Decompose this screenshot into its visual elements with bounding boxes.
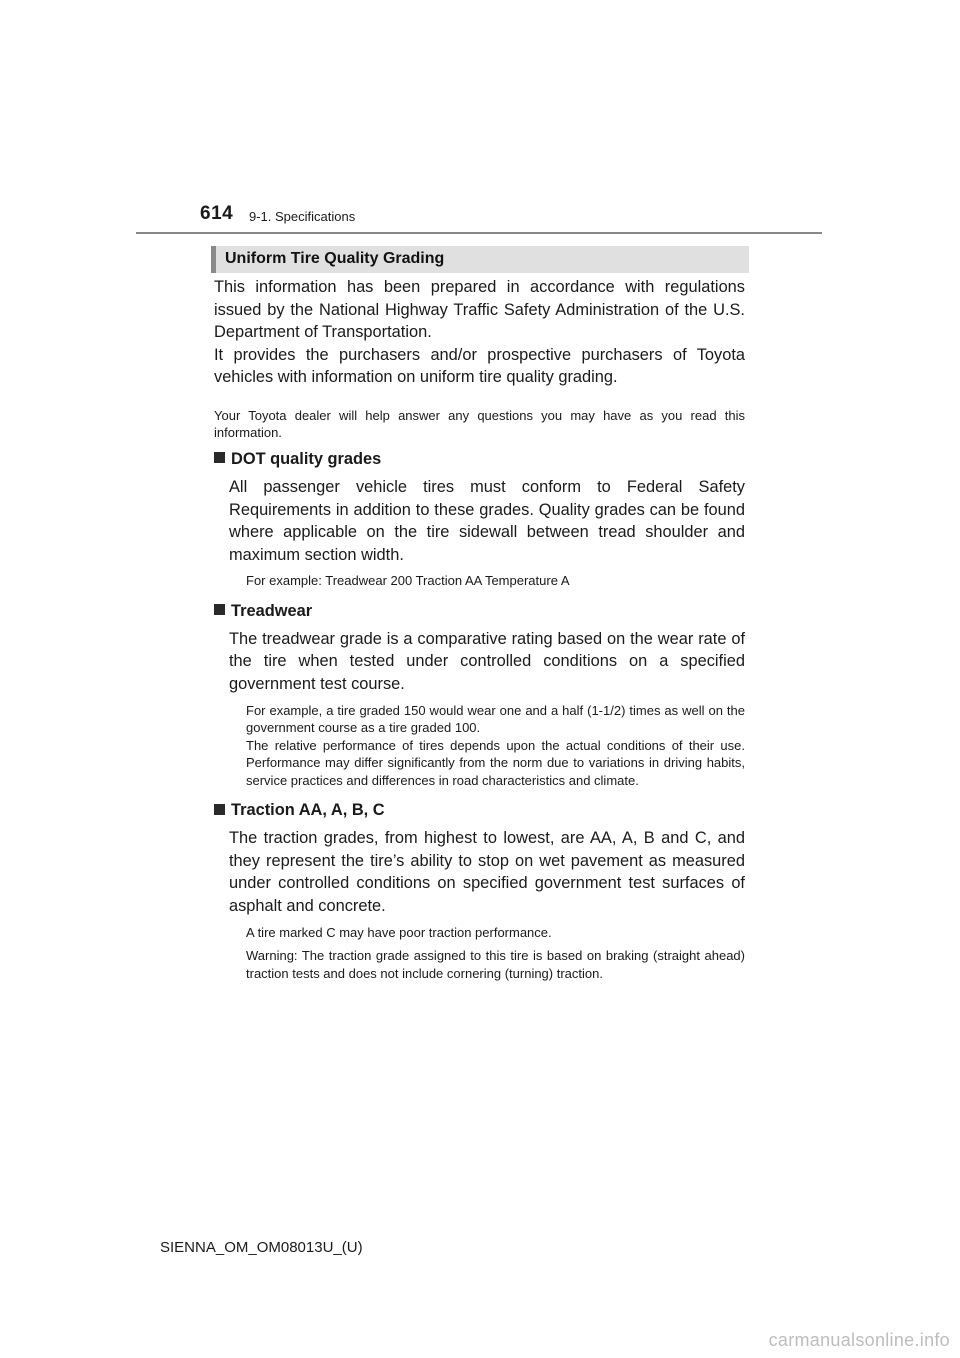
dot-body: All passenger vehicle tires must conform to Federal Safety Requirements in addition to these grades. Quality grades can be found where applicable on the tire sidewall between tread shoulder and maximum section width. xyxy=(229,477,745,564)
page-number: 614 xyxy=(200,203,234,224)
square-bullet-icon xyxy=(214,804,225,815)
traction-body: The traction grades, from highest to lowest, are AA, A, B and C, and they represent the tire’s ability to stop on wet pavement as measured under controlled conditions on specified government test surfaces of asphalt and concrete. xyxy=(229,829,745,915)
square-bullet-icon xyxy=(214,452,225,463)
document-code: SIENNA_OM_OM08013U_(U) xyxy=(160,1239,363,1256)
main-content xyxy=(214,276,745,982)
traction-heading xyxy=(214,799,745,821)
treadwear-heading xyxy=(214,600,745,622)
traction-heading-text: Traction AA, A, B, C xyxy=(231,801,385,820)
square-bullet-icon xyxy=(214,604,225,615)
intro-note: Your Toyota dealer will help answer any questions you may have as you read this information. xyxy=(214,407,745,441)
section-reference: 9-1. Specifications xyxy=(249,209,356,224)
dot-section xyxy=(214,448,745,590)
treadwear-section xyxy=(214,600,745,789)
treadwear-note-1: For example, a tire graded 150 would wear one and a half (1-1/2) times as well on the government course as a tire graded 100. xyxy=(246,702,745,736)
dot-note: For example: Treadwear 200 Traction AA Temperature A xyxy=(246,573,570,589)
treadwear-heading-text: Treadwear xyxy=(231,601,313,620)
traction-note-2: Warning: The traction grade assigned to this tire is based on braking (straight ahead) traction tests and does not include cornering (turning) traction. xyxy=(246,948,745,981)
dot-heading-text: DOT quality grades xyxy=(231,449,382,468)
treadwear-note-2: The relative performance of tires depends upon the actual conditions of their use. Performance may differ significantly from the norm due to variations in driving habits, service practices and differences in road characteristics and climate. xyxy=(246,737,745,788)
header-rule xyxy=(136,232,822,234)
intro-paragraph-2: It provides the purchasers and/or prospective purchasers of Toyota vehicles with information on uniform tire quality grading. xyxy=(214,345,745,387)
section-heading xyxy=(211,246,749,273)
dot-heading xyxy=(214,448,745,470)
watermark: carmanualsonline.info xyxy=(768,1330,950,1350)
intro-paragraph-1: This information has been prepared in accordance with regulations issued by the National Highway Traffic Safety Administration of the U.S. Department of Transportation. xyxy=(214,278,745,342)
traction-note-1: A tire marked C may have poor traction performance. xyxy=(246,924,552,940)
treadwear-body: The treadwear grade is a comparative rating based on the wear rate of the tire when tested under controlled conditions on a specified government test course. xyxy=(229,629,745,694)
section-heading-text: Uniform Tire Quality Grading xyxy=(225,250,445,267)
traction-section xyxy=(214,799,745,982)
